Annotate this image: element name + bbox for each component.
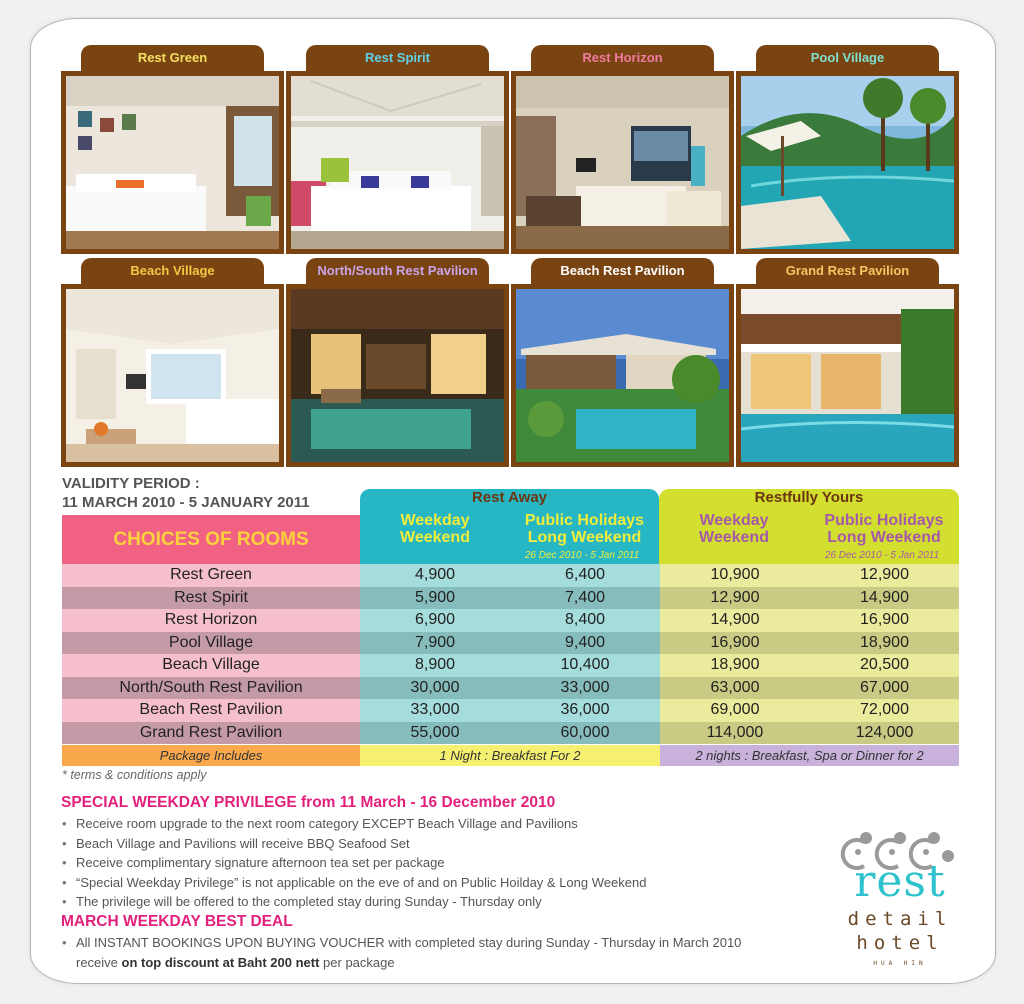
rate-cell: 7,400: [510, 587, 660, 610]
pool-village-photo: [741, 76, 954, 249]
room-tile-beach-village: [61, 258, 284, 467]
rate-cell: 4,900: [360, 564, 510, 587]
rate-cell: 60,000: [510, 722, 660, 745]
room-name: Rest Spirit: [62, 587, 360, 610]
rate-cell: 10,900: [660, 564, 810, 587]
room-tab-label: Grand Rest Pavilion: [756, 258, 939, 284]
special-privilege-title: SPECIAL WEEKDAY PRIVILEGE from 11 March - 16 December 2010: [61, 794, 556, 811]
room-name: Grand Rest Pavilion: [62, 722, 360, 745]
restfully-yours-includes: 2 nights : Breakfast, Spa or Dinner for 2: [660, 745, 959, 766]
rate-cell: 18,900: [810, 632, 959, 655]
rate-cell: 7,900: [360, 632, 510, 655]
table-row: [62, 677, 959, 700]
table-row: [62, 699, 959, 722]
restfully-holiday-head: Public Holidays Long Weekend: [824, 512, 944, 546]
rate-cell: 20,500: [810, 654, 959, 677]
rate-cell: 8,400: [510, 609, 660, 632]
rate-cell: 12,900: [810, 564, 959, 587]
room-tile-north-south-rest-pavilion: [286, 258, 509, 467]
table-row: [62, 609, 959, 632]
table-row: [62, 587, 959, 610]
rest-away-includes: 1 Night : Breakfast For 2: [360, 745, 660, 766]
room-name: Beach Village: [62, 654, 360, 677]
room-tile-beach-rest-pavilion: [511, 258, 734, 467]
validity-label: VALIDITY PERIOD :: [62, 475, 200, 492]
rate-cell: 14,900: [660, 609, 810, 632]
room-tab-label: Beach Village: [81, 258, 264, 284]
package-includes-row: [62, 745, 959, 766]
rate-cell: 14,900: [810, 587, 959, 610]
list-item: • “Special Weekday Privilege” is not applicable on the eve of and on Public Hoilday & Long Weekend: [62, 873, 646, 893]
rate-cell: 69,000: [660, 699, 810, 722]
room-tab-label: North/South Rest Pavilion: [306, 258, 489, 284]
rate-cell: 36,000: [510, 699, 660, 722]
march-deal-continuation: [62, 953, 741, 973]
rest-spirit-photo: [291, 76, 504, 249]
restfully-yours-title: Restfully Yours: [754, 489, 864, 506]
logo-line-hotel: hotel: [856, 932, 944, 954]
rate-cell: 16,900: [660, 632, 810, 655]
rest-green-photo: [66, 76, 279, 249]
room-name: Beach Rest Pavilion: [62, 699, 360, 722]
table-row: [62, 632, 959, 655]
deal-highlight: on top discount at Baht 200 nett: [121, 954, 320, 970]
rest-away-holiday-dates: 26 Dec 2010 - 5 Jan 2011: [524, 550, 640, 561]
beach-village-photo: [66, 289, 279, 462]
north-south-pavilion-photo: [291, 289, 504, 462]
grand-rest-pavilion-photo: [741, 289, 954, 462]
room-name: Rest Horizon: [62, 609, 360, 632]
rest-horizon-photo: [516, 76, 729, 249]
validity-period: [62, 474, 310, 512]
room-tab-label: Beach Rest Pavilion: [531, 258, 714, 284]
rate-cell: 72,000: [810, 699, 959, 722]
special-privilege-list: [62, 814, 646, 912]
choices-of-rooms-header: CHOICES OF ROOMS: [62, 515, 360, 564]
list-item: • Beach Village and Pavilions will receive BBQ Seafood Set: [62, 834, 646, 854]
room-name: North/South Rest Pavilion: [62, 677, 360, 700]
table-row: [62, 564, 959, 587]
room-tab-label: Rest Horizon: [531, 45, 714, 71]
beach-rest-pavilion-photo: [516, 289, 729, 462]
rate-cell: 6,400: [510, 564, 660, 587]
list-item: • The privilege will be offered to the completed stay during Sunday - Thursday only: [62, 892, 646, 912]
package-includes-label: Package Includes: [62, 745, 360, 766]
rest-away-holiday-head: Public Holidays Long Weekend: [524, 512, 645, 546]
rest-away-title: Rest Away: [471, 489, 548, 506]
rate-cell: 10,400: [510, 654, 660, 677]
deal-prefix: receive: [76, 954, 122, 970]
rate-cell: 63,000: [660, 677, 810, 700]
rate-cell: 55,000: [360, 722, 510, 745]
rate-cell: 30,000: [360, 677, 510, 700]
rest-detail-hotel-logo: [836, 828, 964, 978]
march-deal-list: [62, 933, 741, 972]
table-row: [62, 722, 959, 745]
rate-cell: 114,000: [660, 722, 810, 745]
table-row: [62, 654, 959, 677]
room-name: Rest Green: [62, 564, 360, 587]
rate-cell: 5,900: [360, 587, 510, 610]
rate-cell: 33,000: [510, 677, 660, 700]
logo-word: rest: [854, 856, 946, 907]
logo-line-location: HUA HIN: [873, 960, 927, 967]
room-tab-label: Rest Green: [81, 45, 264, 71]
restfully-weekday-head: Weekday Weekend: [699, 512, 769, 546]
room-tile-grand-rest-pavilion: [736, 258, 959, 467]
rate-cell: 16,900: [810, 609, 959, 632]
list-item: • Receive complimentary signature afternoon tea set per package: [62, 853, 646, 873]
list-item: • All INSTANT BOOKINGS UPON BUYING VOUCHER with completed stay during Sunday - Thursday in March 2010: [62, 933, 741, 953]
room-tile-rest-green: [61, 45, 284, 254]
room-tile-rest-horizon: [511, 45, 734, 254]
rate-cell: 124,000: [810, 722, 959, 745]
rate-cell: 9,400: [510, 632, 660, 655]
room-name: Pool Village: [62, 632, 360, 655]
terms-note: * terms & conditions apply: [62, 768, 207, 782]
rate-cell: 33,000: [360, 699, 510, 722]
march-deal-title: MARCH WEEKDAY BEST DEAL: [61, 913, 293, 930]
room-tile-rest-spirit: [286, 45, 509, 254]
rate-cell: 8,900: [360, 654, 510, 677]
room-tab-label: Pool Village: [756, 45, 939, 71]
room-tab-label: Rest Spirit: [306, 45, 489, 71]
room-tile-pool-village: [736, 45, 959, 254]
logo-line-detail: detail: [847, 908, 953, 930]
rate-cell: 18,900: [660, 654, 810, 677]
rate-cell: 12,900: [660, 587, 810, 610]
restfully-holiday-dates: 26 Dec 2010 - 5 Jan 2011: [824, 550, 940, 561]
deal-suffix: per package: [319, 954, 395, 970]
rate-cell: 6,900: [360, 609, 510, 632]
list-item: • Receive room upgrade to the next room category EXCEPT Beach Village and Pavilions: [62, 814, 646, 834]
validity-range: 11 MARCH 2010 - 5 JANUARY 2011: [62, 494, 310, 511]
rate-cell: 67,000: [810, 677, 959, 700]
rest-away-weekday-head: Weekday Weekend: [400, 512, 470, 546]
